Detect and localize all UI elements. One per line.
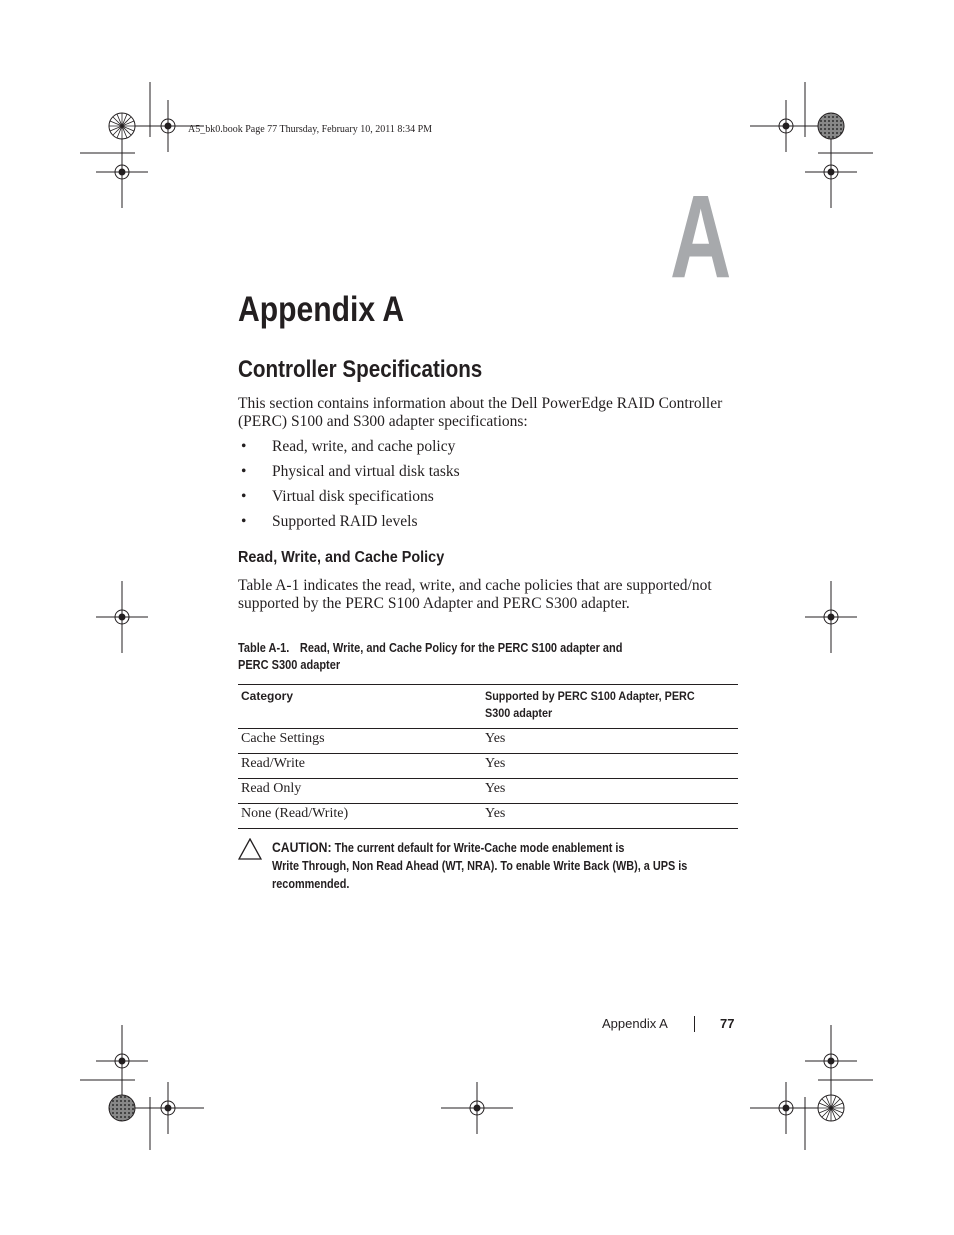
table-cell-supported: Yes xyxy=(482,754,738,779)
table-header-row xyxy=(238,685,738,729)
table-row xyxy=(238,729,738,754)
spec-topic-list xyxy=(238,437,460,537)
table-row xyxy=(238,779,738,804)
page-title: Appendix A xyxy=(238,290,405,329)
list-item xyxy=(238,437,460,462)
caution-triangle-icon xyxy=(238,838,262,860)
list-item xyxy=(238,512,460,537)
chapter-letter: A xyxy=(670,171,730,303)
print-header-file-info: A5_bk0.book Page 77 Thursday, February 10, 2011 8:34 PM xyxy=(188,124,433,135)
caution-line3: recommended. xyxy=(272,877,350,891)
list-item xyxy=(238,487,460,512)
policy-paragraph: Table A-1 indicates the read, write, and cache policies that are supported/not supported by the PERC S100 Adapter and PERC S300 adapter. xyxy=(238,577,712,612)
table-row xyxy=(238,804,738,829)
list-item-text: Virtual disk specifications xyxy=(272,488,434,505)
caution-line1: The current default for Write-Cache mode enablement is xyxy=(334,841,625,855)
bullet-icon: • xyxy=(241,513,247,530)
list-item xyxy=(238,462,460,487)
subsection-title: Read, Write, and Cache Policy xyxy=(238,549,445,566)
caution-label: CAUTION: xyxy=(272,839,332,855)
table-cell-supported: Yes xyxy=(482,729,738,754)
registration-crosshair-icon xyxy=(96,100,857,1134)
bullet-icon: • xyxy=(241,463,247,480)
policy-table xyxy=(238,684,738,829)
list-item-text: Physical and virtual disk tasks xyxy=(272,463,460,480)
footer-chapter-name: Appendix A xyxy=(602,1016,668,1031)
footer-divider xyxy=(694,1016,695,1032)
table-cell-supported: Yes xyxy=(482,804,738,829)
footer-page-number: 77 xyxy=(720,1016,735,1031)
intro-paragraph: This section contains information about the Dell PowerEdge RAID Controller (PERC) S100 and S300 adapter specifications: xyxy=(238,395,723,430)
column-header-supported: Supported by PERC S100 Adapter, PERC S300 adapter xyxy=(482,685,738,729)
column-header-category: Category xyxy=(238,685,482,729)
list-item-text: Supported RAID levels xyxy=(272,513,418,530)
table-caption xyxy=(238,640,713,674)
bullet-icon: • xyxy=(241,488,247,505)
section-title: Controller Specifications xyxy=(238,356,483,383)
table-cell-category: Read Only xyxy=(238,779,482,804)
starburst-target-icon xyxy=(109,113,844,1121)
list-item-text: Read, write, and cache policy xyxy=(272,438,456,455)
table-cell-supported: Yes xyxy=(482,779,738,804)
caution-line2: Write Through, Non Read Ahead (WT, NRA). To enable Write Back (WB), a UPS is xyxy=(272,859,688,873)
table-caption-line1: Read, Write, and Cache Policy for the PERC S100 adapter and xyxy=(299,641,623,655)
caution-note xyxy=(272,838,742,893)
table-cell-category: Read/Write xyxy=(238,754,482,779)
table-row xyxy=(238,754,738,779)
bullet-icon: • xyxy=(241,438,247,455)
table-cell-category: Cache Settings xyxy=(238,729,482,754)
table-caption-line2: PERC S300 adapter xyxy=(238,658,341,672)
table-cell-category: None (Read/Write) xyxy=(238,804,482,829)
table-caption-label: Table A-1. xyxy=(238,641,290,655)
